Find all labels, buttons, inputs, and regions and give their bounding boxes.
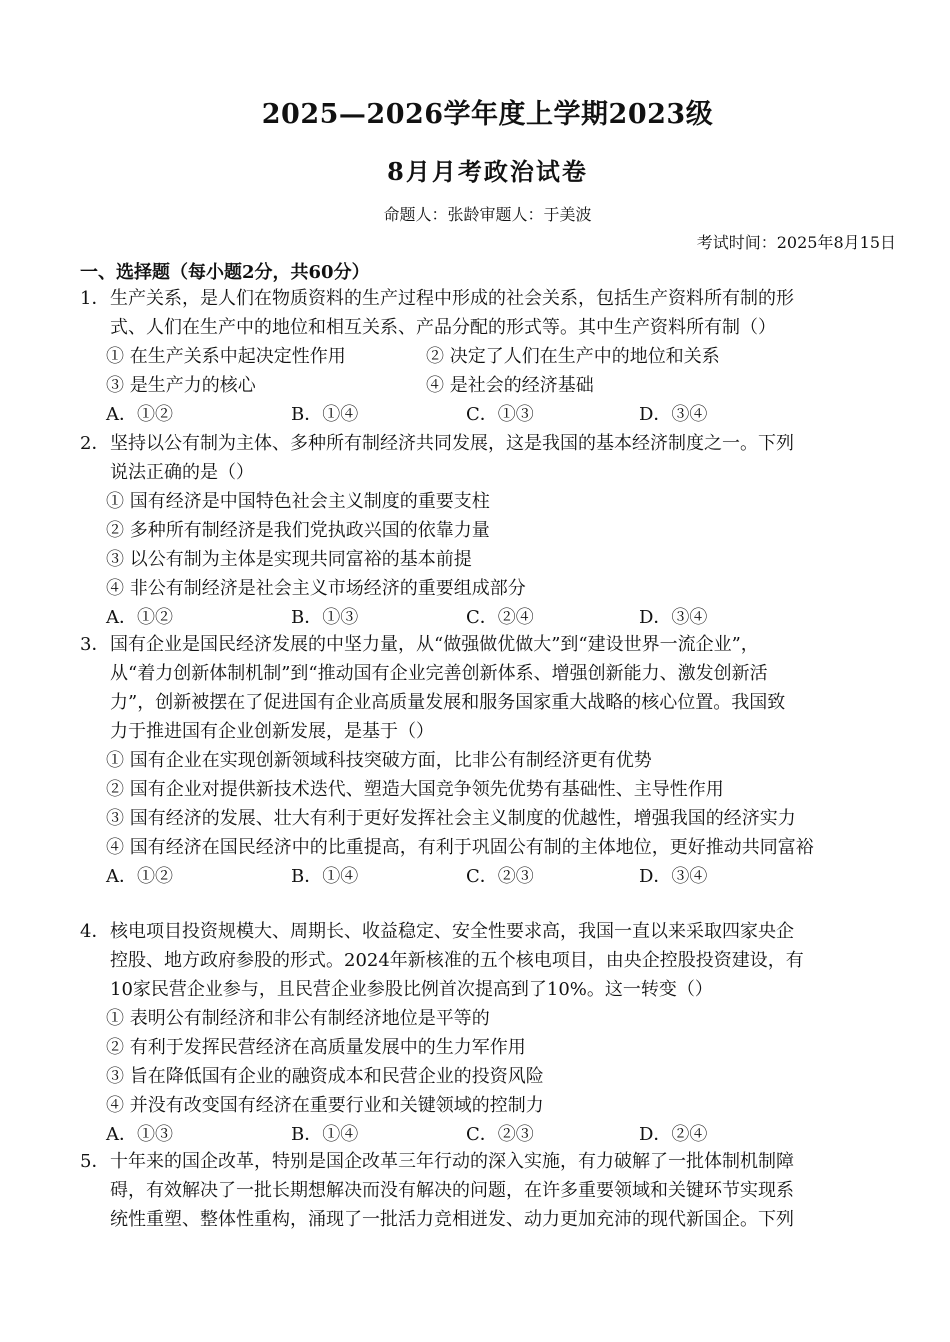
answer-choice-d[interactable]: D．②④ [639, 1124, 708, 1145]
question-stem: 3． 国有企业是国民经济发展的中坚力量，从“做强做优做大”到“建设世界一流企业”， 从“着力创新体制机制”到“推动国有企业完善创新体系、增强创新能力、激发创新活 力”，创新被摆在了促进国有企业高质量发展和服务国家重大战略的核心位置。我国致 力于推进国有企业创新发展，是基于（） [80, 630, 880, 746]
question-number: 2． [80, 433, 110, 454]
answer-choice-a[interactable]: A．①③ [106, 1124, 173, 1145]
answer-choice-a[interactable]: A．①② [106, 866, 173, 887]
option-item: ③ 以公有制为主体是实现共同富裕的基本前提 [106, 549, 472, 570]
question-stem: 4． 核电项目投资规模大、周期长、收益稳定、安全性要求高，我国一直以来采取四家央企 控股、地方政府参股的形式。2024年新核准的五个核电项目，由央企控股投资建设，有 10家民营企业参与，且民营企业参股比例首次提高到了10%。这一转变（） [80, 917, 880, 1004]
option-item: ① 国有经济是中国特色社会主义制度的重要支柱 [106, 491, 490, 512]
question-number: 4． [80, 921, 110, 942]
question-5 [80, 1147, 880, 1234]
option-item: ④ 是社会的经济基础 [426, 375, 594, 396]
answer-choice-a[interactable]: A．①② [106, 404, 173, 425]
question-3 [80, 630, 880, 891]
option-item: ② 国有企业对提供新技术迭代、塑造大国竞争领先优势有基础性、主导性作用 [106, 779, 724, 800]
question-stem: 2． 坚持以公有制为主体、多种所有制经济共同发展，这是我国的基本经济制度之一。下列 说法正确的是（） [80, 429, 880, 487]
option-item: ① 表明公有制经济和非公有制经济地位是平等的 [106, 1008, 490, 1029]
section-title: 一、选择题（每小题2分，共60分） [80, 262, 370, 283]
option-item: ④ 并没有改变国有经济在重要行业和关键领域的控制力 [106, 1095, 544, 1116]
option-item: ② 多种所有制经济是我们党执政兴国的依靠力量 [106, 520, 490, 541]
question-1 [80, 284, 880, 429]
exam-time: 考试时间：2025年8月15日 [696, 233, 896, 252]
exam-title: 2025—2026学年度上学期2023级 [261, 99, 714, 130]
answer-choices [80, 862, 880, 891]
answer-choices [80, 400, 880, 429]
question-number: 5． [80, 1151, 110, 1172]
option-item: ③ 是生产力的核心 [106, 375, 256, 396]
option-item: ③ 国有经济的发展、壮大有利于更好发挥社会主义制度的优越性，增强我国的经济实力 [106, 808, 796, 829]
option-item: ① 国有企业在实现创新领域科技突破方面，比非公有制经济更有优势 [106, 750, 652, 771]
answer-choice-d[interactable]: D．③④ [639, 404, 708, 425]
question-stem: 5． 十年来的国企改革，特别是国企改革三年行动的深入实施，有力破解了一批体制机制障 碍，有效解决了一批长期想解决而没有解决的问题，在许多重要领域和关键环节实现系 统性重塑、整体性重构，涌现了一批活力竞相迸发、动力更加充沛的现代新国企。下列 [80, 1147, 880, 1234]
option-row [80, 342, 880, 371]
answer-choice-b[interactable]: B．①④ [291, 1124, 359, 1145]
question-number: 3． [80, 634, 110, 655]
option-item: ③ 旨在降低国有企业的融资成本和民营企业的投资风险 [106, 1066, 544, 1087]
answer-choice-d[interactable]: D．③④ [639, 866, 708, 887]
answer-choice-b[interactable]: B．①④ [291, 404, 359, 425]
answer-choice-c[interactable]: C．①③ [466, 404, 534, 425]
answer-choice-c[interactable]: C．②③ [466, 1124, 534, 1145]
answer-choices [80, 603, 880, 632]
answer-choice-a[interactable]: A．①② [106, 607, 173, 628]
exam-authors: 命题人：张龄审题人：于美波 [383, 205, 592, 224]
option-item: ④ 国有经济在国民经济中的比重提高，有利于巩固公有制的主体地位，更好推动共同富裕 [106, 837, 814, 858]
question-stem: 1． 生产关系，是人们在物质资料的生产过程中形成的社会关系，包括生产资料所有制的形 式、人们在生产中的地位和相互关系、产品分配的形式等。其中生产资料所有制（） [80, 284, 880, 342]
option-row [80, 371, 880, 400]
answer-choices [80, 1120, 880, 1149]
answer-choice-c[interactable]: C．②④ [466, 607, 534, 628]
option-item: ④ 非公有制经济是社会主义市场经济的重要组成部分 [106, 578, 526, 599]
question-number: 1． [80, 288, 110, 309]
option-item: ② 有利于发挥民营经济在高质量发展中的生力军作用 [106, 1037, 526, 1058]
exam-subtitle: 8月月考政治试卷 [387, 157, 588, 186]
answer-choice-b[interactable]: B．①④ [291, 866, 359, 887]
answer-choice-b[interactable]: B．①③ [291, 607, 359, 628]
answer-choice-d[interactable]: D．③④ [639, 607, 708, 628]
answer-choice-c[interactable]: C．②③ [466, 866, 534, 887]
question-2 [80, 429, 880, 632]
option-item: ① 在生产关系中起决定性作用 [106, 346, 346, 367]
question-4 [80, 917, 880, 1149]
option-item: ② 决定了人们在生产中的地位和关系 [426, 346, 720, 367]
